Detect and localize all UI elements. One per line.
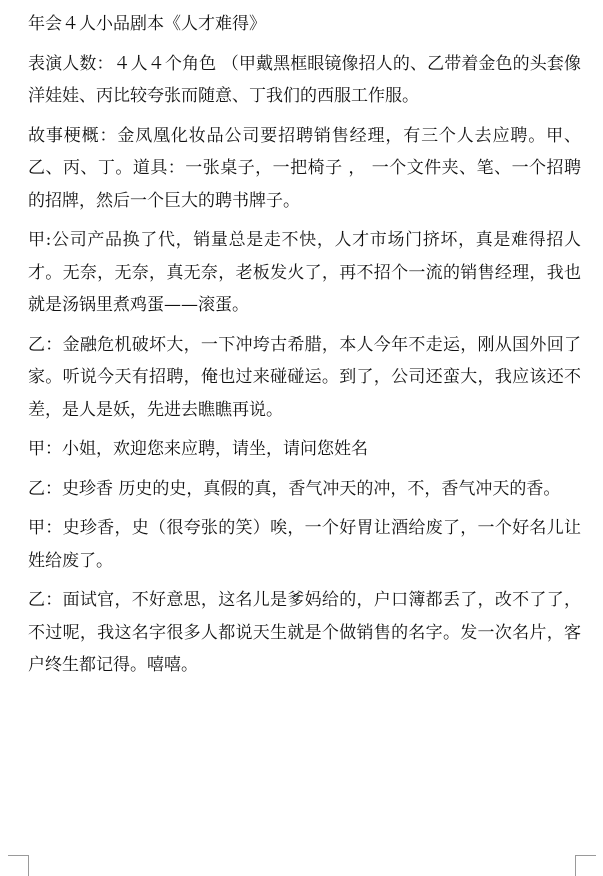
dialogue-line: 乙：史珍香 历史的史，真假的真，香气冲天的冲，不，香气冲天的香。	[28, 478, 561, 499]
script-title: 年会４人小品剧本《人才难得》	[28, 14, 266, 34]
dialogue-line: 甲:公司产品换了代，销量总是走不快，人才市场门挤坏，真是难得招人才。无奈，无奈，真无奈，老板发火了，再不招个一流的销售经理，我也就是汤锅里煮鸡蛋——滚蛋。	[28, 230, 581, 315]
dialogue-line: 乙：面试官，不好意思，这名儿是爹妈给的，户口簿都丢了，改不了了，不过呢，我这名字很多人都说天生就是个做销售的名字。发一次名片，客户终生都记得。嘻嘻。	[28, 590, 581, 675]
document-body	[28, 8, 581, 689]
dialogue-line: 甲：史珍香，史（很夸张的笑）唉，一个好胃让酒给废了，一个好名儿让姓给废了。	[28, 518, 581, 571]
page-corner-mark-left	[8, 855, 29, 876]
page-corner-mark-right	[575, 855, 596, 876]
dialogue-line: 甲：小姐，欢迎您来应聘，请坐，请问您姓名	[28, 439, 368, 459]
story-synopsis: 故事梗概：金凤凰化妆品公司要招聘销售经理，有三个人去应聘。甲、乙、丙、丁。道具：一张桌子，一把椅子 ， 一个文件夹、笔、一个招聘的招牌，然后一个巨大的聘书牌子。	[28, 125, 581, 211]
cast-description: 表演人数：４人４个角色 （甲戴黑框眼镜像招人的、乙带着金色的头套像洋娃娃、丙比较夸张而随意、丁我们的西服工作服。	[28, 53, 581, 106]
dialogue-line: 乙：金融危机破坏大，一下冲垮古希腊，本人今年不走运，刚从国外回了家。听说今天有招聘，俺也过来碰碰运。到了，公司还蛮大，我应该还不差，是人是妖，先进去瞧瞧再说。	[28, 334, 581, 420]
